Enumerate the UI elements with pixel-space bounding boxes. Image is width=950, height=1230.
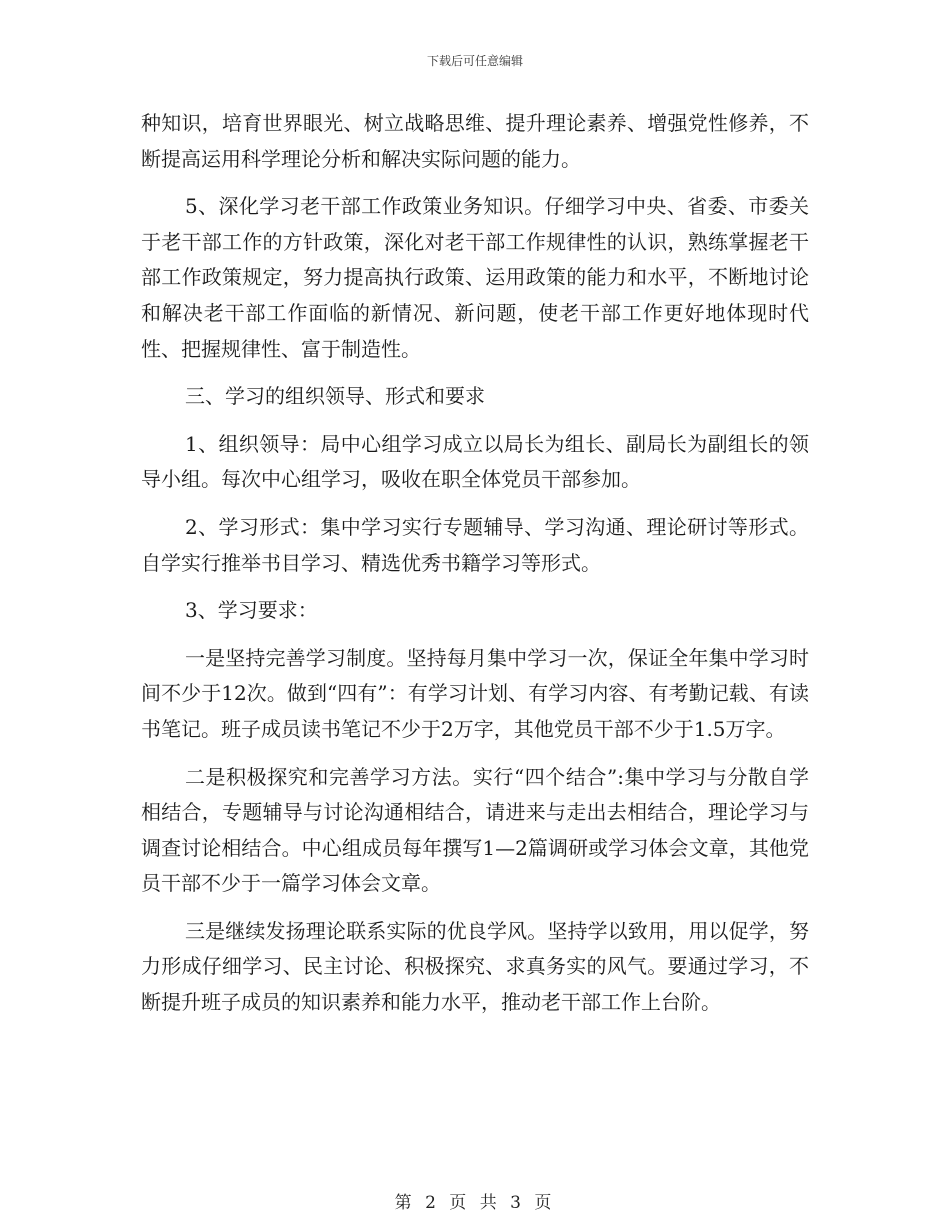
paragraph: 2、学习形式：集中学习实行专题辅导、学习沟通、理论研讨等形式。自学实行推举书目学习、精选优秀书籍学习等形式。 (141, 514, 809, 575)
page-header: 下载后可任意编辑 (426, 54, 523, 68)
paragraph: 种知识，培育世界眼光、树立战略思维、提升理论素养、增强党性修养，不断提高运用科学理论分析和解决实际问题的能力。 (141, 111, 809, 171)
paragraph: 3、学习要求： (185, 598, 318, 623)
section-heading: 三、学习的组织领导、形式和要求 (185, 384, 485, 409)
paragraph: 5、深化学习老干部工作政策业务知识。仔细学习中央、省委、市委关于老干部工作的方针政策，深化对老干部工作规律性的认识，熟练掌握老干部工作政策规定，努力提高执行政策、运用政策的能力和水平，不断地讨论和解决老干部工作面临的新情况、新问题，使老干部工作更好地体现时代性、把握规律性、富于制造性。 (141, 194, 809, 361)
paragraph: 1、组织领导：局中心组学习成立以局长为组长、副局长为副组长的领导小组。每次中心组学习，吸收在职全体党员干部参加。 (141, 431, 809, 492)
page-footer: 第 2 页 共 3 页 (394, 1193, 556, 1213)
paragraph: 二是积极探究和完善学习方法。实行“四个结合”:集中学习与分散自学相结合，专题辅导与讨论沟通相结合，请进来与走出去相结合，理论学习与调查讨论相结合。中心组成员每年撰写1—2篇调研或学习体会文章，其他党员干部不少于一篇学习体会文章。 (141, 764, 809, 896)
paragraph: 一是坚持完善学习制度。坚持每月集中学习一次，保证全年集中学习时间不少于12次。做到“四有”：有学习计划、有学习内容、有考勤记载、有读书笔记。班子成员读书笔记不少于2万字，其他党员干部不少于1.5万字。 (141, 645, 809, 741)
document-body (141, 106, 809, 1021)
paragraph: 三是继续发扬理论联系实际的优良学风。坚持学以致用，用以促学，努力形成仔细学习、民主讨论、积极探究、求真务实的风气。要通过学习，不断提升班子成员的知识素养和能力水平，推动老干部工作上台阶。 (141, 918, 809, 1015)
